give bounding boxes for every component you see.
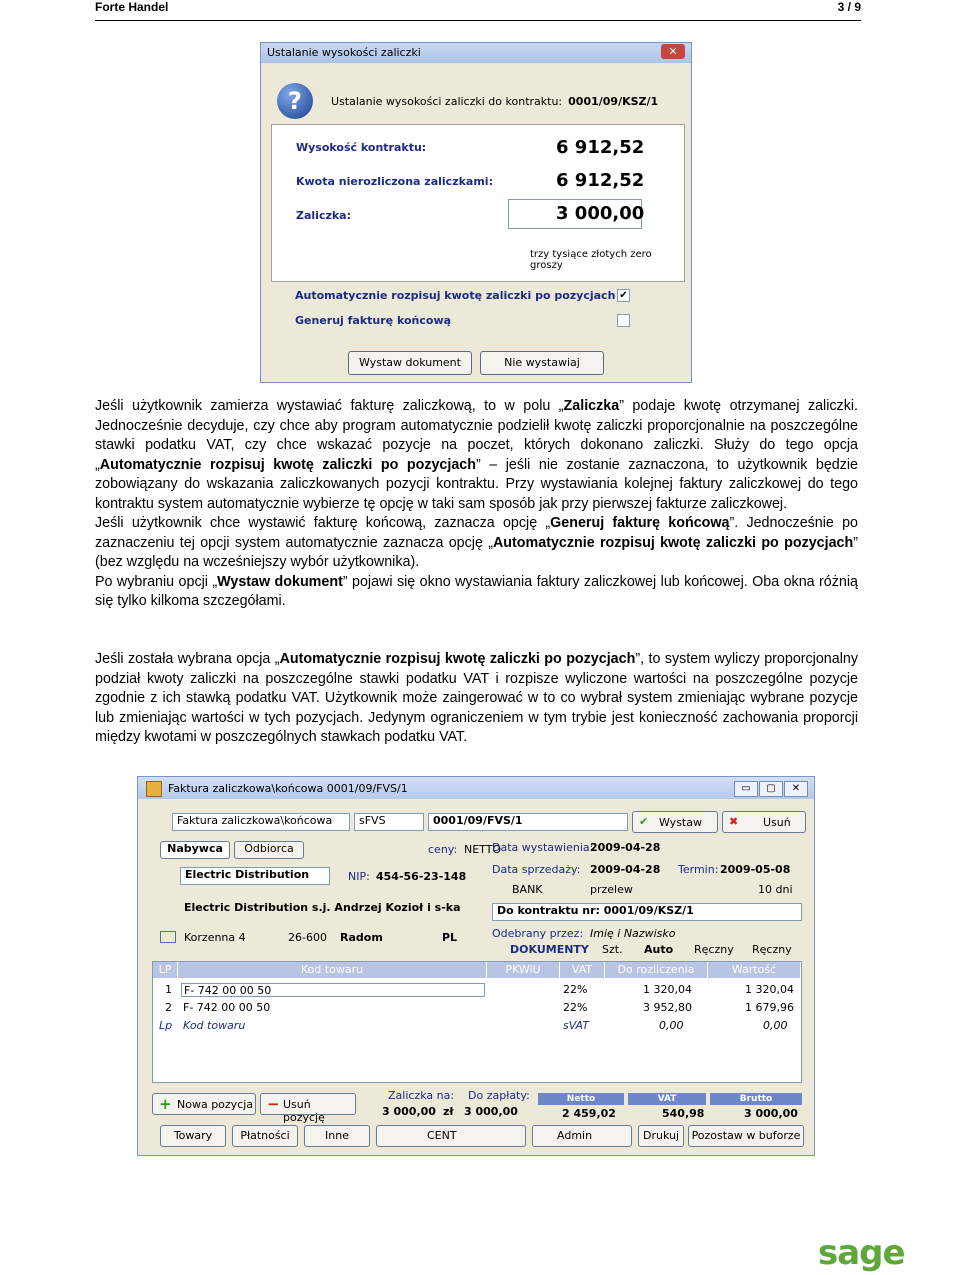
row-lp: 1: [165, 983, 172, 996]
row-value: 0,00: [763, 1019, 788, 1032]
page-header: [95, 0, 861, 21]
page-number: 3 / 9: [837, 0, 861, 14]
minus-icon: −: [267, 1095, 280, 1113]
final-invoice-option-label: Generuj fakturę końcową: [295, 314, 452, 327]
paragraph: [95, 397, 858, 514]
text-run: ” (bez względu na wcześniejszy wybór użytkownika).: [95, 534, 858, 570]
remove-item-label: Usuń pozycję: [283, 1098, 325, 1124]
text-run: ”, to system wyliczy proporcjonalny podział kwoty zaliczki na poszczególne stawki podatku VAT i rozpisze wyliczone wartości na poszczególne pozycje zgodnie z ich stawką podatku VAT. Użytkownik może zaingerować w to co wybrał system zmieniając wybrane pozycje lub zmieniając wartości w tych pozycjach. Jedynym ograniczeniem w tym trybie jest konieczność zachowania proporcji między kwotami w poszczególnych stawkach podatku VAT.: [95, 651, 858, 745]
nip-label: NIP:: [348, 870, 370, 883]
keep-in-buffer-button[interactable]: Pozostaw w buforze: [688, 1125, 804, 1147]
row-vat: 22%: [563, 1001, 588, 1014]
row-lp: Lp: [159, 1019, 173, 1032]
issue-date[interactable]: 2009-04-28: [590, 841, 661, 854]
column-header[interactable]: VAT: [560, 962, 604, 978]
city: Radom: [340, 931, 383, 944]
vat-value: 540,98: [662, 1107, 705, 1120]
row-code[interactable]: F- 742 00 00 50: [181, 983, 485, 997]
check-icon: ✔: [639, 815, 649, 828]
remove-item-button[interactable]: [260, 1093, 356, 1124]
doc-tab-manual[interactable]: Ręczny: [694, 943, 734, 956]
to-pay-value: 3 000,00: [464, 1105, 518, 1118]
window-titlebar: [138, 777, 814, 799]
received-by-value[interactable]: Imię i Nazwisko: [590, 927, 676, 940]
buyer-full-name: Electric Distribution s.j. Andrzej Kozioł i s-ka: [184, 901, 461, 914]
text-run: Jeśli użytkownik zamierza wystawiać fakturę zaliczkową, to w polu „: [95, 398, 564, 414]
received-by-label: Odebrany przez:: [492, 927, 584, 940]
tab-receiver[interactable]: Odbiorca: [234, 841, 304, 859]
description-text-1: [95, 397, 858, 612]
envelope-icon: [160, 931, 176, 943]
text-run-bold: Wystaw dokument: [217, 573, 343, 590]
close-icon[interactable]: ✕: [661, 44, 685, 59]
text-run: ”. Jednocześnie po zaznaczeniu tej opcji system automatycznie zaznacza opcję „: [95, 515, 858, 551]
text-run: ” podaje kwotę otrzymanej zaliczki. Jednocześnie decyduje, czy chce aby program automatycznie podzielił kwotę zaliczki proporcjonalnie na poszczególne stawki podatku VAT, czy chce wskazać pozycje na poczet, których dokonano zaliczki. Służy do tego opcja „: [95, 398, 858, 473]
window-title: Faktura zaliczkowa\końcowa 0001/09/FVS/1: [168, 782, 408, 795]
vat-header: VAT: [628, 1093, 706, 1105]
auto-split-option-label: Automatycznie rozpisuj kwotę zaliczki po pozycjach: [295, 289, 616, 302]
close-icon[interactable]: ✕: [784, 781, 808, 797]
row-vat: 22%: [563, 983, 588, 996]
row-code: F- 742 00 00 50: [183, 1001, 271, 1014]
advance-label: Zaliczka na:: [388, 1089, 455, 1102]
text-run-bold: Zaliczka: [563, 398, 620, 414]
term-label: Termin:: [678, 863, 719, 876]
series-field[interactable]: sFVS: [354, 813, 424, 831]
row-to-settle: 3 952,80: [643, 1001, 692, 1014]
row-vat: sVAT: [563, 1019, 589, 1032]
nip-value: 454-56-23-148: [376, 870, 467, 883]
documents-label[interactable]: DOKUMENTY: [510, 943, 589, 956]
add-item-button[interactable]: [152, 1093, 256, 1115]
auto-split-checkbox[interactable]: ✔: [617, 289, 630, 302]
row-value: 1 320,04: [745, 983, 794, 996]
row-value: 1 679,96: [745, 1001, 794, 1014]
document-number-field[interactable]: 0001/09/FVS/1: [428, 813, 628, 831]
issue-label: Wystaw: [659, 816, 702, 829]
doc-tab-manual[interactable]: Ręczny: [752, 943, 792, 956]
contract-value-label: Wysokość kontraktu:: [296, 141, 427, 154]
advance-amount-dialog: [260, 42, 692, 383]
advance-value: 3 000,00: [556, 203, 645, 224]
do-not-issue-button[interactable]: Nie wystawiaj: [480, 351, 604, 375]
netto-value: 2 459,02: [562, 1107, 616, 1120]
add-item-label: Nowa pozycja: [177, 1098, 254, 1111]
buyer-select[interactable]: Electric Distribution: [180, 867, 330, 885]
bank-field[interactable]: BANK: [512, 883, 543, 896]
contract-label: Ustalanie wysokości zaliczki do kontraktu:: [331, 95, 563, 108]
unsettled-label: Kwota nierozliczona zaliczkami:: [296, 175, 493, 188]
maximize-icon[interactable]: ▢: [759, 781, 783, 797]
brutto-header: Brutto: [710, 1093, 802, 1105]
cross-icon: ✖: [729, 815, 739, 828]
final-invoice-checkbox[interactable]: [617, 314, 630, 327]
row-to-settle: 0,00: [659, 1019, 684, 1032]
paragraph: [95, 514, 858, 573]
row-code: Kod towaru: [183, 1019, 246, 1032]
tab-buyer[interactable]: Nabywca: [160, 841, 230, 859]
items-table: [152, 961, 802, 1083]
advance-label: Zaliczka:: [296, 209, 351, 222]
print-button[interactable]: Drukuj: [638, 1125, 684, 1147]
issue-document-button[interactable]: Wystaw dokument: [348, 351, 472, 375]
delete-label: Usuń: [763, 816, 791, 829]
column-header[interactable]: Wartość: [708, 962, 800, 978]
row-lp: 2: [165, 1001, 172, 1014]
text-run: Jeśli została wybrana opcja „: [95, 651, 280, 667]
prices-value: NETTO: [464, 843, 502, 856]
postcode: 26-600: [288, 931, 327, 944]
netto-header: Netto: [538, 1093, 624, 1105]
issue-date-label: Data wystawienia:: [492, 841, 594, 854]
header-title: Forte Handel: [95, 0, 169, 14]
question-icon: ?: [277, 83, 313, 119]
other-button[interactable]: Inne: [304, 1125, 370, 1147]
text-run: Jeśli użytkownik chce wystawić fakturę końcową, zaznacza opcję „: [95, 515, 551, 531]
invoice-window: [137, 776, 815, 1156]
payment-method[interactable]: przelew: [590, 883, 633, 896]
to-pay-label: Do zapłaty:: [468, 1089, 530, 1102]
unsettled-value: 6 912,52: [556, 170, 645, 191]
doc-tab-auto[interactable]: Auto: [644, 943, 674, 956]
sage-logo: sage: [818, 1233, 905, 1273]
term-date[interactable]: 2009-05-08: [720, 863, 791, 876]
text-run: ” pojawi się okno wystawiania faktury zaliczkowej lub końcowej. Oba okna różnią się tylko kilkoma szczegółami.: [95, 573, 858, 609]
column-header[interactable]: Do rozliczenia: [605, 962, 707, 978]
paragraph: [95, 573, 858, 612]
prices-label: ceny:: [428, 843, 458, 856]
brutto-value: 3 000,00: [744, 1107, 798, 1120]
delete-button[interactable]: [722, 811, 806, 833]
contract-field[interactable]: Do kontraktu nr: 0001/09/KSZ/1: [492, 903, 802, 921]
currency: zł: [443, 1105, 454, 1118]
issue-button[interactable]: [632, 811, 718, 833]
contract-value: 6 912,52: [556, 137, 645, 158]
text-run-bold: Generuj fakturę końcową: [550, 515, 730, 531]
goods-button[interactable]: Towary: [160, 1125, 226, 1147]
warehouse-select[interactable]: CENT: [376, 1125, 526, 1147]
column-header[interactable]: LP: [153, 962, 177, 978]
column-header[interactable]: Kod towaru: [178, 962, 486, 978]
text-run: ” – jeśli nie zostanie zaznaczona, to użytkownik będzie zobowiązany do wskazania zaliczkowanych pozycji kontraktu. Przy wystawiania kolejnej faktury zaliczkowej do tego kontraktu system automatycznie wybierze tę opcję w taki sam sposób jak przy pierwszej fakturze zaliczkowej.: [95, 456, 859, 512]
advance-value: 3 000,00: [382, 1105, 436, 1118]
text-run-bold: Automatycznie rozpisuj kwotę zaliczki po pozycjach: [99, 456, 476, 473]
row-to-settle: 1 320,04: [643, 983, 692, 996]
doc-tab[interactable]: Szt.: [602, 943, 623, 956]
payment-days[interactable]: 10 dni: [758, 883, 793, 896]
column-header[interactable]: PKWiU: [487, 962, 559, 978]
payments-button[interactable]: Płatności: [232, 1125, 298, 1147]
contract-number: 0001/09/KSZ/1: [568, 95, 659, 108]
street: Korzenna 4: [184, 931, 246, 944]
paragraph: [95, 650, 858, 748]
country: PL: [442, 931, 458, 944]
amount-in-words: trzy tysiące złotych zero groszy: [530, 249, 652, 271]
app-icon: [146, 781, 162, 797]
dialog-title: Ustalanie wysokości zaliczki: [267, 46, 421, 59]
amounts-panel: [271, 124, 685, 282]
description-text-2: [95, 650, 858, 748]
dialog-titlebar: [261, 43, 691, 63]
plus-icon: +: [159, 1095, 172, 1113]
text-run: Po wybraniu opcji „: [95, 573, 218, 590]
sale-date-label: Data sprzedaży:: [492, 863, 581, 876]
text-run-bold: Automatycznie rozpisuj kwotę zaliczki po pozycjach: [492, 534, 854, 551]
user-select[interactable]: Admin: [532, 1125, 632, 1147]
text-run-bold: Automatycznie rozpisuj kwotę zaliczki po pozycjach: [279, 651, 636, 667]
sale-date[interactable]: 2009-04-28: [590, 863, 661, 876]
document-type-field[interactable]: Faktura zaliczkowa\końcowa: [172, 813, 350, 831]
contract-line: [331, 95, 658, 108]
minimize-icon[interactable]: ▭: [734, 781, 758, 797]
